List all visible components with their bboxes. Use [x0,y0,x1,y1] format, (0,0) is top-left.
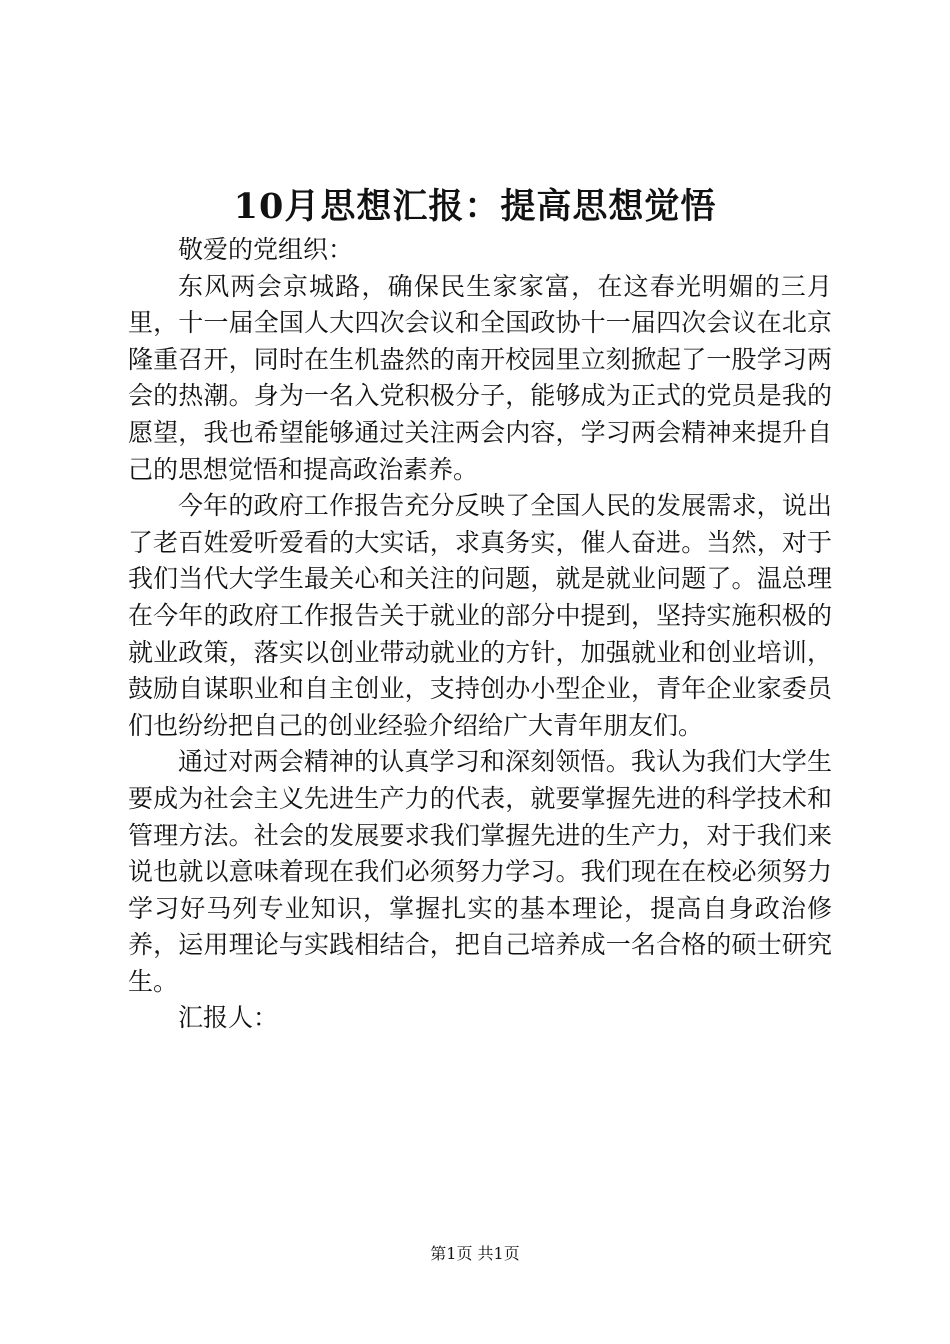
paragraph-3: 通过对两会精神的认真学习和深刻领悟。我认为我们大学生要成为社会主义先进生产力的代表，就要掌握先进的科学技术和管理方法。社会的发展要求我们掌握先进的生产力，对于我们来说也就以意味着现在我们必须努力学习。我们现在在校必须努力学习好马列专业知识，掌握扎实的基本理论，提高自身政治修养，运用理论与实践相结合，把自己培养成一名合格的硕士研究生。 [128,747,832,996]
signature-line: 汇报人： [178,1003,279,1033]
salutation: 敬爱的党组织： [178,235,354,264]
document-title: 10月思想汇报：提高思想觉悟 [233,186,717,227]
page-footer: 第1页 共1页 [430,1244,520,1263]
paragraph-1: 东风两会京城路，确保民生家家富，在这春光明媚的三月里，十一届全国人大四次会议和全国政协十一届四次会议在北京隆重召开，同时在生机盎然的南开校园里立刻掀起了一股学习两会的热潮。身为一名入党积极分子，能够成为正式的党员是我的愿望，我也希望能够通过关注两会内容，学习两会精神来提升自己的思想觉悟和提高政治素养。 [128,271,832,484]
paragraph-2: 今年的政府工作报告充分反映了全国人民的发展需求，说出了老百姓爱听爱看的大实话，求真务实，催人奋进。当然，对于我们当代大学生最关心和关注的问题，就是就业问题了。温总理在今年的政府工作报告关于就业的部分中提到，坚持实施积极的就业政策，落实以创业带动就业的方针，加强就业和创业培训，鼓励自谋职业和自主创业，支持创办小型企业，青年企业家委员们也纷纷把自己的创业经验介绍给广大青年朋友们。 [128,491,832,740]
document-body [128,232,832,1037]
